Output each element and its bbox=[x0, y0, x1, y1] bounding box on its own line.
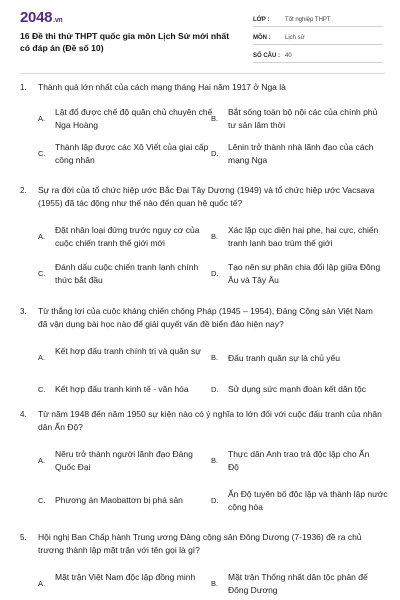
option-letter: B. bbox=[211, 353, 219, 362]
option-text: Nêru trở thành người lãnh đạo Đảng Quốc Đại bbox=[55, 449, 193, 472]
option-a[interactable] bbox=[38, 221, 213, 251]
meta-label: MÔN : bbox=[253, 35, 271, 41]
option-letter: C. bbox=[38, 269, 46, 278]
option-letter: D. bbox=[211, 496, 219, 505]
option-text: Lênin trở thành nhà lãnh đạo của cách mạng Nga bbox=[228, 142, 374, 165]
option-text: Đấu tranh quân sự là chủ yếu bbox=[228, 353, 341, 363]
option-d[interactable] bbox=[211, 485, 386, 515]
option-text: Kết hợp đấu tranh chính trị và quân sự bbox=[55, 346, 201, 356]
site-logo[interactable] bbox=[20, 9, 62, 26]
meta-label: SỐ CÂU : bbox=[253, 53, 280, 59]
option-letter: B. bbox=[211, 114, 219, 123]
question-text: Sự ra đời của tổ chức hiệp ước Bắc Đại Tây Dương (1949) và tổ chức hiệp ước Vacsava (1955) đã tác động như thế nào đến quan hệ quốc tế? bbox=[38, 185, 375, 208]
option-d[interactable] bbox=[211, 138, 386, 168]
option-letter: D. bbox=[211, 385, 219, 394]
option-text: Đặt nhân loại đứng trước nguy cơ của cuộc chiến tranh thế giới mới bbox=[55, 225, 200, 248]
option-text: Thành lập được các Xô Viết của giai cấp công nhân bbox=[55, 142, 209, 165]
option-a[interactable] bbox=[38, 568, 213, 598]
option-a[interactable] bbox=[38, 103, 213, 133]
option-text: Lật đổ được chế độ quân chủ chuyên chế Nga Hoàng bbox=[55, 107, 213, 130]
option-text: Xác lập cục diện hai phe, hai cực, chiến tranh lạnh bao trùm thế giới bbox=[228, 225, 379, 248]
question-number: 3. bbox=[20, 307, 27, 316]
meta-label: LỚP : bbox=[253, 17, 270, 23]
question-text: Từ thắng lợi của cuộc kháng chiến chống Pháp (1945 – 1954), Đảng Cộng sản Việt Nam đã vận dụng bài học nào để giải quyết vấn đề biển đảo hiện nay? bbox=[38, 306, 373, 329]
option-letter: D. bbox=[211, 269, 219, 278]
question-number: 1. bbox=[20, 83, 27, 92]
option-letter: A. bbox=[38, 114, 46, 123]
option-text: Thực dân Anh trao trả độc lập cho Ấn Độ bbox=[228, 449, 370, 472]
option-b[interactable] bbox=[211, 342, 386, 372]
meta-value: 40 bbox=[285, 53, 292, 59]
option-b[interactable] bbox=[211, 445, 386, 475]
option-b[interactable] bbox=[211, 103, 386, 133]
question-text: Từ năm 1948 đến năm 1950 sự kiện nào có ý nghĩa to lớn đối với cuộc đấu tranh của nhân dân Ấn Độ? bbox=[38, 409, 382, 432]
option-text: Ấn Độ tuyên bố độc lập và thành lập nước cộng hòa bbox=[228, 489, 388, 512]
logo-tld: .vn bbox=[53, 17, 63, 24]
option-text: Mặt trận Việt Nam độc lập đồng minh bbox=[55, 572, 196, 582]
question-text: Thành quả lớn nhất của cách mạng tháng Hai năm 1917 ở Nga là bbox=[38, 82, 286, 92]
option-c[interactable] bbox=[38, 380, 213, 400]
logo-main: 2048 bbox=[20, 9, 53, 26]
document-header bbox=[0, 0, 400, 72]
question-number: 4. bbox=[20, 410, 27, 419]
option-text: Sử dụng sức mạnh đoàn kết dân tộc bbox=[228, 384, 367, 394]
option-letter: A. bbox=[38, 456, 46, 465]
meta-row-subject bbox=[253, 32, 383, 45]
document-title: 16 Đề thi thử THPT quốc gia môn Lịch Sử mới nhất có đáp án (Đề số 10) bbox=[20, 31, 230, 53]
meta-value: Lịch sử bbox=[285, 35, 305, 41]
meta-row-count bbox=[253, 50, 383, 63]
option-letter: A. bbox=[38, 232, 46, 241]
option-letter: A. bbox=[38, 353, 46, 362]
option-a[interactable] bbox=[38, 342, 213, 372]
option-text: Mặt trận Thống nhất dân tộc phản đế Đông Dương bbox=[228, 572, 368, 595]
option-c[interactable] bbox=[38, 138, 213, 168]
option-c[interactable] bbox=[38, 485, 213, 515]
option-letter: B. bbox=[211, 232, 219, 241]
option-letter: B. bbox=[211, 456, 219, 465]
option-b[interactable] bbox=[211, 221, 386, 251]
option-d[interactable] bbox=[211, 380, 386, 400]
meta-value: Tốt nghiệp THPT bbox=[285, 17, 331, 23]
option-letter: A. bbox=[38, 579, 46, 588]
header-divider bbox=[20, 73, 385, 74]
option-text: Tạo nên sự phân chia đối lập giữa Đông Âu và Tây Âu bbox=[228, 262, 381, 285]
meta-row-class bbox=[253, 14, 383, 27]
meta-info bbox=[253, 14, 383, 68]
option-d[interactable] bbox=[211, 258, 386, 288]
option-c[interactable] bbox=[38, 258, 213, 288]
option-text: Kết hợp đấu tranh kinh tế - văn hóa bbox=[55, 384, 189, 394]
option-b[interactable] bbox=[211, 568, 386, 598]
question-number: 5. bbox=[20, 533, 27, 542]
option-letter: C. bbox=[38, 496, 46, 505]
question-number: 2. bbox=[20, 186, 27, 195]
option-letter: C. bbox=[38, 149, 46, 158]
option-text: Bắt sống toàn bộ nội các của chính phủ tư sản lâm thời bbox=[228, 107, 378, 130]
option-a[interactable] bbox=[38, 445, 213, 475]
question-text: Hội nghị Ban Chấp hành Trung ương Đảng cộng sản Đông Dương (7-1936) đề ra chủ trương thành lập mặt trận với tên gọi là gì? bbox=[38, 532, 362, 555]
option-text: Phương án Maobattơn bị phá sản bbox=[55, 495, 183, 505]
option-letter: C. bbox=[38, 385, 46, 394]
option-letter: B. bbox=[211, 579, 219, 588]
option-text: Đánh dấu cuộc chiến tranh lạnh chính thức bắt đầu bbox=[55, 262, 199, 285]
option-letter: D. bbox=[211, 149, 219, 158]
